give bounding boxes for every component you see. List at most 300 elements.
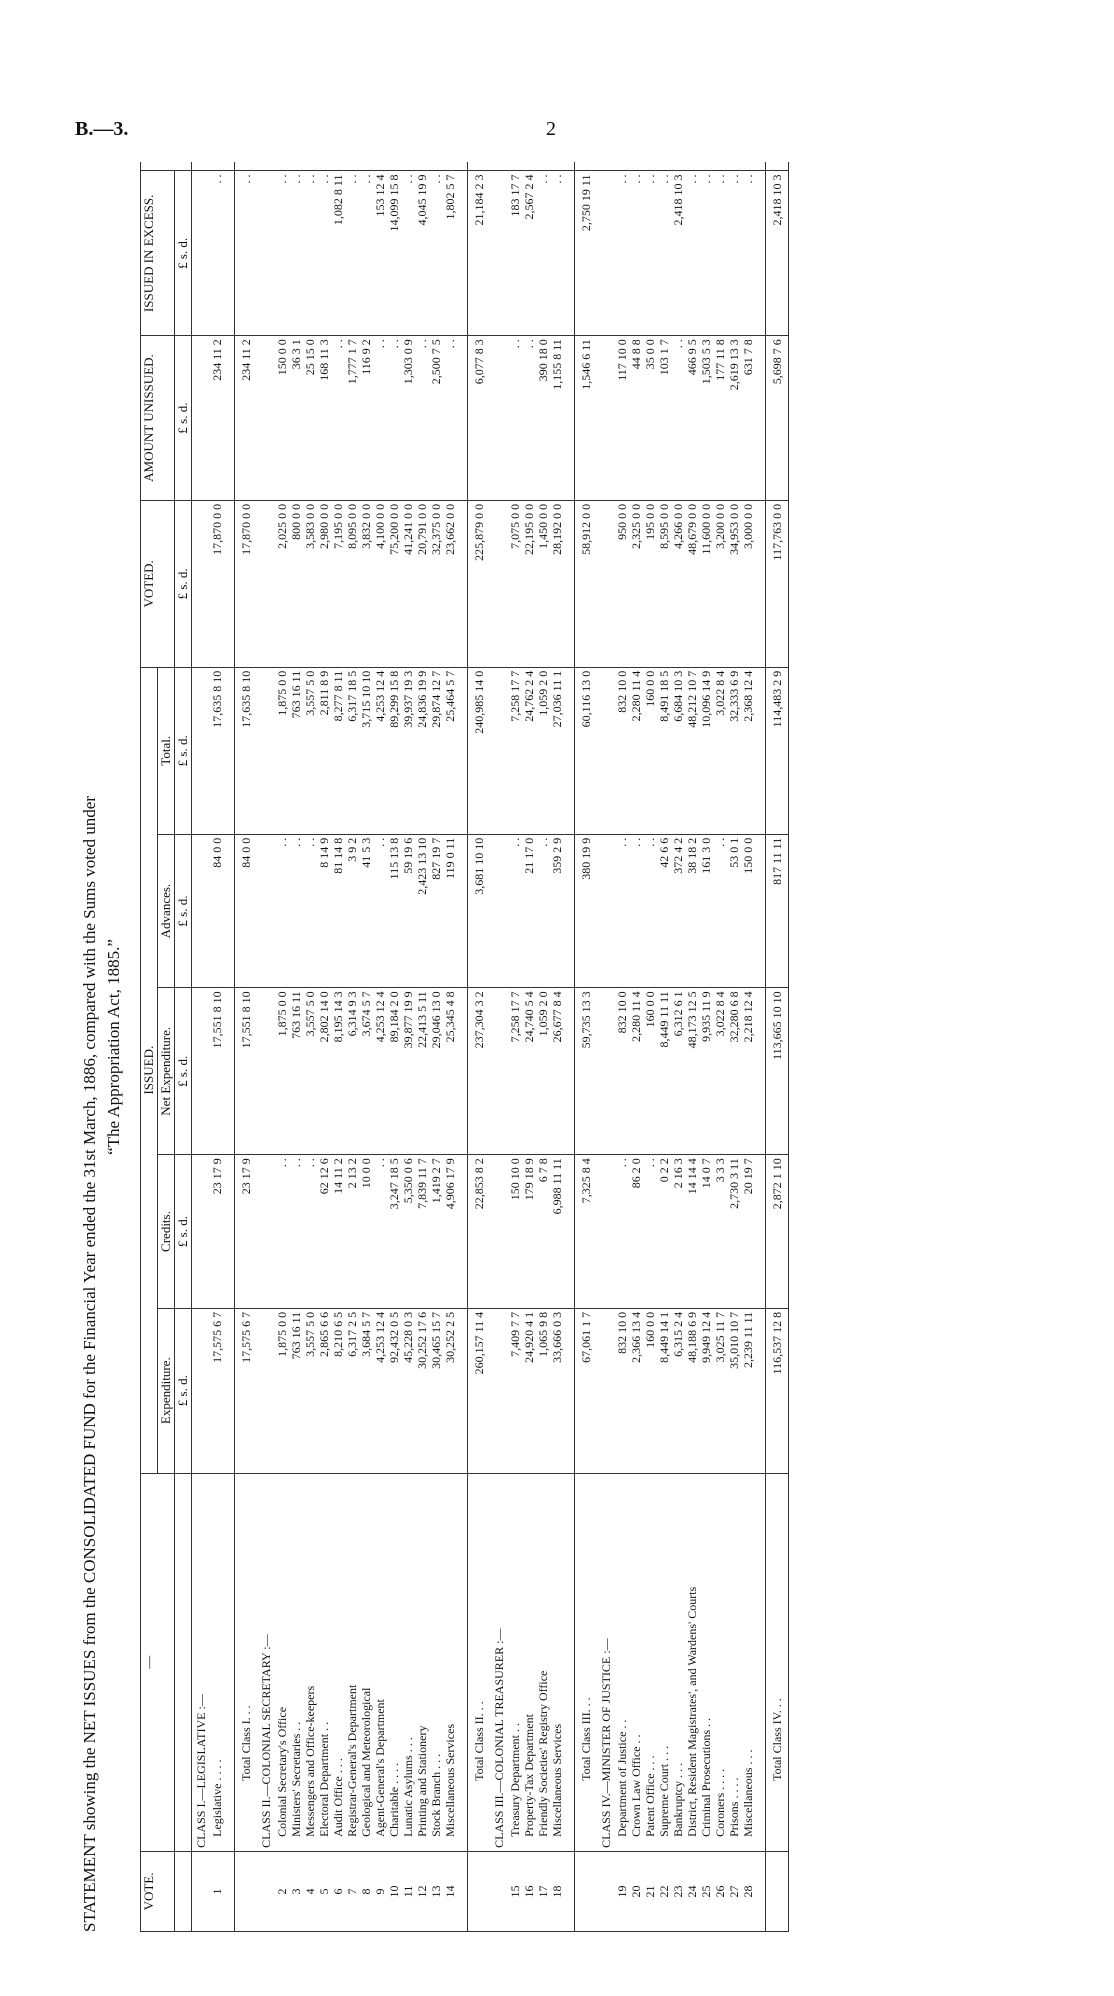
cell-net: 89,184 2 0 [387, 988, 401, 1155]
page-header-ref: B.—3. [75, 118, 129, 140]
edge-cell [331, 162, 345, 171]
cell-adv: . . [508, 834, 522, 988]
cell-exp: 763 16 11 [289, 1308, 303, 1473]
row-description: Ministers' Secretaries . . [289, 1473, 303, 1851]
vote-number: 10 [387, 1851, 401, 1931]
row-description: Crown Law Office . . [629, 1473, 643, 1851]
col-unissued: AMOUNT UNISSUED. [141, 336, 175, 501]
cell-voted: 195 0 0 [643, 500, 657, 667]
cell-unis: . . [387, 336, 401, 501]
vote-number: 28 [741, 1851, 755, 1931]
cell-cred: 3 3 3 [713, 1155, 727, 1309]
edge-cell [303, 162, 317, 171]
edge-cell [522, 162, 536, 171]
cell-adv: 8 14 9 [317, 834, 331, 988]
cell-voted: 1,450 0 0 [536, 500, 550, 667]
cell-net: 26,677 8 4 [550, 988, 564, 1155]
table-row [359, 162, 373, 1932]
cell-unis: 631 7 8 [741, 336, 755, 501]
spacer-cell [457, 834, 468, 988]
table-row [629, 162, 643, 1932]
spacer-cell [564, 988, 575, 1155]
cell-unis: . . [508, 336, 522, 501]
edge-cell [192, 162, 211, 171]
cell-unis: 177 11 8 [713, 336, 727, 501]
cell-unis: . . [373, 336, 387, 501]
spacer-cell [564, 162, 575, 171]
table-row [331, 162, 345, 1932]
cell-exc: . . [629, 171, 643, 336]
cell-exp: 6,315 2 4 [671, 1308, 685, 1473]
cell-cred: . . [615, 1155, 629, 1309]
edge-cell [235, 162, 258, 171]
cell-exc: 2,750 19 11 [575, 171, 598, 336]
vote-number [192, 1851, 211, 1931]
cell-unis: 117 10 0 [615, 336, 629, 501]
vote-number: 11 [401, 1851, 415, 1931]
cell-tot: 27,036 11 1 [550, 667, 564, 834]
cell-exc: . . [317, 171, 331, 336]
vote-number: 18 [550, 1851, 564, 1931]
row-description: Geological and Meteorological [359, 1473, 373, 1851]
vote-number [490, 1851, 508, 1931]
spacer-cell [755, 336, 766, 501]
total-row [468, 162, 491, 1932]
cell-adv: . . [615, 834, 629, 988]
cell-unis [192, 336, 211, 501]
cell-net: 4,253 12 4 [373, 988, 387, 1155]
vote-number: 7 [345, 1851, 359, 1931]
cell-tot: 24,762 2 4 [522, 667, 536, 834]
cell-adv [490, 834, 508, 988]
vote-number: 24 [685, 1851, 699, 1931]
cell-voted: 48,679 0 0 [685, 500, 699, 667]
row-description: Total Class I. . . [235, 1473, 258, 1851]
edge-cell [401, 162, 415, 171]
spacer-cell [457, 1473, 468, 1851]
cell-adv: 53 0 1 [727, 834, 741, 988]
cell-adv: . . [643, 834, 657, 988]
cell-voted: 32,375 0 0 [429, 500, 443, 667]
cell-tot: 1,059 2 0 [536, 667, 550, 834]
cell-exc: 21,184 2 3 [468, 171, 491, 336]
cell-voted: 75,200 0 0 [387, 500, 401, 667]
table-body [192, 162, 789, 1932]
cell-tot: 3,022 8 4 [713, 667, 727, 834]
cell-adv: . . [536, 834, 550, 988]
cell-exc: . . [550, 171, 564, 336]
cell-unis: 1,503 5 3 [699, 336, 713, 501]
vote-number: 2 [275, 1851, 289, 1931]
spacer-cell [755, 834, 766, 988]
cell-voted: 17,870 0 0 [210, 500, 224, 667]
cell-cred: 22,853 8 2 [468, 1155, 491, 1309]
vote-number [235, 1851, 258, 1931]
cell-voted: 34,953 0 0 [727, 500, 741, 667]
cell-unis: 234 11 2 [235, 336, 258, 501]
cell-tot [192, 667, 211, 834]
vote-number [575, 1851, 598, 1931]
cell-unis: 1,155 8 11 [550, 336, 564, 501]
vote-number: 22 [657, 1851, 671, 1931]
cell-voted: 3,832 0 0 [359, 500, 373, 667]
cell-cred: 3,247 18 5 [387, 1155, 401, 1309]
cell-exc: . . [727, 171, 741, 336]
table-row [699, 162, 713, 1932]
row-description: Total Class III. . . [575, 1473, 598, 1851]
cell-cred: 5,350 0 6 [401, 1155, 415, 1309]
edge-cell [490, 162, 508, 171]
cell-net [597, 988, 615, 1155]
table-row [401, 162, 415, 1932]
spacer-cell [457, 171, 468, 336]
cell-voted [192, 500, 211, 667]
vote-number: 19 [615, 1851, 629, 1931]
row-description: CLASS IV.—MINISTER OF JUSTICE :— [597, 1473, 615, 1851]
vote-number: 3 [289, 1851, 303, 1931]
total-row [575, 162, 598, 1932]
edge-cell [415, 162, 429, 171]
cell-exc: . . [275, 171, 289, 336]
cell-cred: 4,906 17 9 [443, 1155, 457, 1309]
cell-voted: 22,195 0 0 [522, 500, 536, 667]
cell-exc: . . [615, 171, 629, 336]
cell-unis: 466 9 5 [685, 336, 699, 501]
cell-tot: 114,483 2 9 [766, 667, 789, 834]
edge-cell [615, 162, 629, 171]
edge-cell [685, 162, 699, 171]
cell-net: 6,314 9 3 [345, 988, 359, 1155]
class-heading-row [257, 162, 275, 1932]
unit-voted: £ s. d. [175, 500, 192, 667]
table-row [643, 162, 657, 1932]
cell-exc [192, 171, 211, 336]
cell-exc: . . [657, 171, 671, 336]
cell-tot: 24,836 19 9 [415, 667, 429, 834]
cell-voted [490, 500, 508, 667]
cell-unis: 6,077 8 3 [468, 336, 491, 501]
vote-number: 20 [629, 1851, 643, 1931]
total-row [766, 162, 789, 1932]
cell-adv: 817 11 11 [766, 834, 789, 988]
unit-blank [175, 1851, 192, 1931]
cell-exp: 67,061 1 7 [575, 1308, 598, 1473]
col-expenditure: Expenditure. [158, 1308, 175, 1473]
caption-line-1: STATEMENT showing the NET ISSUES from the CONSOLIDATED FUND for the Financial Year ended the 31st March, 1886, compared with the Sums voted under [80, 796, 99, 1932]
row-description: Total Class IV. . . [766, 1473, 789, 1851]
cell-voted: 4,266 0 0 [671, 500, 685, 667]
cell-exp [257, 1308, 275, 1473]
spacer-row [564, 162, 575, 1932]
cell-cred: . . [289, 1155, 303, 1309]
cell-voted: 800 0 0 [289, 500, 303, 667]
row-description: Treasury Department . . [508, 1473, 522, 1851]
table-row [536, 162, 550, 1932]
edge-cell [536, 162, 550, 171]
spacer-cell [755, 1308, 766, 1473]
cell-voted: 8,595 0 0 [657, 500, 671, 667]
cell-exc: 2,418 10 3 [671, 171, 685, 336]
cell-net: 160 0 0 [643, 988, 657, 1155]
col-edge [141, 162, 192, 171]
table-row [685, 162, 699, 1932]
cell-exc [490, 171, 508, 336]
spacer-row [224, 162, 235, 1932]
unit-blank [175, 1473, 192, 1851]
cell-cred: 2 13 2 [345, 1155, 359, 1309]
edge-cell [575, 162, 598, 171]
cell-unis: . . [331, 336, 345, 501]
cell-exc: 2,567 2 4 [522, 171, 536, 336]
edge-cell [713, 162, 727, 171]
cell-net: 17,551 8 10 [235, 988, 258, 1155]
cell-adv: . . [303, 834, 317, 988]
spacer-cell [564, 667, 575, 834]
vote-number: 14 [443, 1851, 457, 1931]
spacer-cell [457, 336, 468, 501]
cell-cred: 86 2 0 [629, 1155, 643, 1309]
cell-net: 59,735 13 3 [575, 988, 598, 1155]
table-row [508, 162, 522, 1932]
cell-voted: 2,980 0 0 [317, 500, 331, 667]
cell-adv: 42 6 6 [657, 834, 671, 988]
table-row [275, 162, 289, 1932]
cell-net: 48,173 12 5 [685, 988, 699, 1155]
cell-net: 7,258 17 7 [508, 988, 522, 1155]
vote-number: 27 [727, 1851, 741, 1931]
spacer-cell [224, 988, 235, 1155]
table-row [657, 162, 671, 1932]
cell-net: 832 10 0 [615, 988, 629, 1155]
row-description: Prisons . . . . [727, 1473, 741, 1851]
cell-net: 1,059 2 0 [536, 988, 550, 1155]
row-description: Property-Tax Department [522, 1473, 536, 1851]
table-row [741, 162, 755, 1932]
cell-tot: 39,937 19 3 [401, 667, 415, 834]
cell-cred: 14 11 2 [331, 1155, 345, 1309]
cell-exp: 30,465 15 7 [429, 1308, 443, 1473]
cell-voted: 225,879 0 0 [468, 500, 491, 667]
vote-number: 13 [429, 1851, 443, 1931]
row-description: Miscellaneous Services [443, 1473, 457, 1851]
cell-net: 32,280 6 8 [727, 988, 741, 1155]
cell-cred: 23 17 9 [210, 1155, 224, 1309]
cell-tot [597, 667, 615, 834]
statement-caption [70, 162, 130, 1932]
cell-exp: 9,949 12 4 [699, 1308, 713, 1473]
cell-exc: 4,045 19 9 [415, 171, 429, 336]
cell-tot: 7,258 17 7 [508, 667, 522, 834]
cell-net: 113,665 10 10 [766, 988, 789, 1155]
cell-voted: 28,192 0 0 [550, 500, 564, 667]
cell-exc: . . [303, 171, 317, 336]
cell-exc: . . [643, 171, 657, 336]
cell-net: 29,046 13 0 [429, 988, 443, 1155]
cell-exp: 30,252 2 5 [443, 1308, 457, 1473]
cell-adv: 359 2 9 [550, 834, 564, 988]
edge-cell [210, 162, 224, 171]
cell-net: 6,312 6 1 [671, 988, 685, 1155]
cell-exc [257, 171, 275, 336]
spacer-cell [564, 834, 575, 988]
cell-net: 3,674 5 7 [359, 988, 373, 1155]
spacer-cell [564, 500, 575, 667]
spacer-cell [457, 1851, 468, 1931]
table-row [345, 162, 359, 1932]
table-row [387, 162, 401, 1932]
cell-net: 1,875 0 0 [275, 988, 289, 1155]
cell-tot: 6,684 10 3 [671, 667, 685, 834]
cell-tot: 89,299 15 8 [387, 667, 401, 834]
cell-exp: 1,065 9 8 [536, 1308, 550, 1473]
cell-cred: 10 0 0 [359, 1155, 373, 1309]
unit-exc: £ s. d. [175, 171, 192, 336]
cell-unis: 390 18 0 [536, 336, 550, 501]
cell-adv: . . [713, 834, 727, 988]
cell-net: 39,877 19 9 [401, 988, 415, 1155]
class-heading-row [597, 162, 615, 1932]
edge-cell [699, 162, 713, 171]
cell-exc: . . [713, 171, 727, 336]
unit-exp: £ s. d. [175, 1308, 192, 1473]
row-description: Registrar-General's Department [345, 1473, 359, 1851]
row-description: Lunatic Asylums . . . [401, 1473, 415, 1851]
cell-tot: 17,635 8 10 [235, 667, 258, 834]
cell-tot: 240,985 14 0 [468, 667, 491, 834]
spacer-cell [755, 667, 766, 834]
cell-exc: 2,418 10 3 [766, 171, 789, 336]
cell-voted: 7,075 0 0 [508, 500, 522, 667]
cell-exp: 35,010 10 7 [727, 1308, 741, 1473]
cell-adv: 2,423 13 10 [415, 834, 429, 988]
vote-number: 9 [373, 1851, 387, 1931]
cell-tot: 4,253 12 4 [373, 667, 387, 834]
cell-net [490, 988, 508, 1155]
cell-unis: 150 0 0 [275, 336, 289, 501]
cell-net: 2,280 11 4 [629, 988, 643, 1155]
cell-tot: 3,715 10 10 [359, 667, 373, 834]
cell-exc: . . [359, 171, 373, 336]
cell-exp: 1,875 0 0 [275, 1308, 289, 1473]
vote-number: 16 [522, 1851, 536, 1931]
vote-number: 25 [699, 1851, 713, 1931]
cell-cred [192, 1155, 211, 1309]
spacer-cell [564, 1473, 575, 1851]
cell-voted: 4,100 0 0 [373, 500, 387, 667]
cell-voted: 117,763 0 0 [766, 500, 789, 667]
spacer-cell [564, 1308, 575, 1473]
cell-unis [257, 336, 275, 501]
edge-cell [359, 162, 373, 171]
cell-unis: 1,546 6 11 [575, 336, 598, 501]
cell-exp: 92,432 0 5 [387, 1308, 401, 1473]
cell-exc: . . [401, 171, 415, 336]
spacer-cell [564, 1851, 575, 1931]
cell-exc: . . [536, 171, 550, 336]
cell-unis: . . [443, 336, 457, 501]
cell-adv: 41 5 3 [359, 834, 373, 988]
cell-cred: 179 18 9 [522, 1155, 536, 1309]
col-issued: ISSUED. [141, 667, 158, 1473]
page-number: 2 [546, 118, 556, 140]
row-description: Friendly Societies' Registry Office [536, 1473, 550, 1851]
cell-cred: 23 17 9 [235, 1155, 258, 1309]
cell-exc: . . [210, 171, 224, 336]
col-excess: ISSUED IN EXCESS. [141, 171, 175, 336]
cell-tot: 29,874 12 7 [429, 667, 443, 834]
edge-cell [643, 162, 657, 171]
cell-net: 17,551 8 10 [210, 988, 224, 1155]
row-description: CLASS III.—COLONIAL TREASURER :— [490, 1473, 508, 1851]
cell-net: 3,557 5 0 [303, 988, 317, 1155]
row-description: Bankruptcy . . . [671, 1473, 685, 1851]
spacer-cell [755, 171, 766, 336]
cell-cred: . . [303, 1155, 317, 1309]
spacer-row [755, 162, 766, 1932]
spacer-cell [224, 1473, 235, 1851]
cell-cred [597, 1155, 615, 1309]
cell-adv: 38 18 2 [685, 834, 699, 988]
cell-exp: 30,252 17 6 [415, 1308, 429, 1473]
cell-exp: 2,865 6 6 [317, 1308, 331, 1473]
edge-cell [429, 162, 443, 171]
spacer-cell [564, 171, 575, 336]
cell-cred [257, 1155, 275, 1309]
row-description: Criminal Prosecutions . . [699, 1473, 713, 1851]
spacer-cell [457, 1155, 468, 1309]
cell-exp: 116,537 12 8 [766, 1308, 789, 1473]
cell-exp [597, 1308, 615, 1473]
vote-number [597, 1851, 615, 1931]
row-description: Miscellaneous Services [550, 1473, 564, 1851]
cell-voted: 8,095 0 0 [345, 500, 359, 667]
spacer-cell [224, 171, 235, 336]
cell-adv [597, 834, 615, 988]
cell-exp: 2,239 11 11 [741, 1308, 755, 1473]
cell-unis: 103 1 7 [657, 336, 671, 501]
cell-tot: 2,280 11 4 [629, 667, 643, 834]
spacer-cell [755, 1473, 766, 1851]
cell-tot: 832 10 0 [615, 667, 629, 834]
cell-exp: 8,449 14 1 [657, 1308, 671, 1473]
cell-adv: 827 19 7 [429, 834, 443, 988]
cell-adv: 119 0 11 [443, 834, 457, 988]
unit-cred: £ s. d. [175, 1155, 192, 1309]
cell-tot: 48,212 10 7 [685, 667, 699, 834]
edge-cell [671, 162, 685, 171]
spacer-cell [564, 336, 575, 501]
table-row [289, 162, 303, 1932]
vote-number: 26 [713, 1851, 727, 1931]
cell-tot: 60,116 13 0 [575, 667, 598, 834]
col-total: Total. [158, 667, 175, 834]
cell-net: 763 16 11 [289, 988, 303, 1155]
edge-cell [443, 162, 457, 171]
cell-unis: 35 0 0 [643, 336, 657, 501]
cell-exp: 3,025 11 7 [713, 1308, 727, 1473]
cell-cred: . . [643, 1155, 657, 1309]
cell-exc: . . [741, 171, 755, 336]
cell-cred: 62 12 6 [317, 1155, 331, 1309]
cell-adv: 59 19 6 [401, 834, 415, 988]
cell-exp: 3,684 5 7 [359, 1308, 373, 1473]
col-net: Net Expenditure. [158, 988, 175, 1155]
row-description: Audit Office . . . [331, 1473, 345, 1851]
cell-tot: 2,811 8 9 [317, 667, 331, 834]
table-row [210, 162, 224, 1932]
cell-cred: 2,730 3 11 [727, 1155, 741, 1309]
cell-voted: 3,000 0 0 [741, 500, 755, 667]
